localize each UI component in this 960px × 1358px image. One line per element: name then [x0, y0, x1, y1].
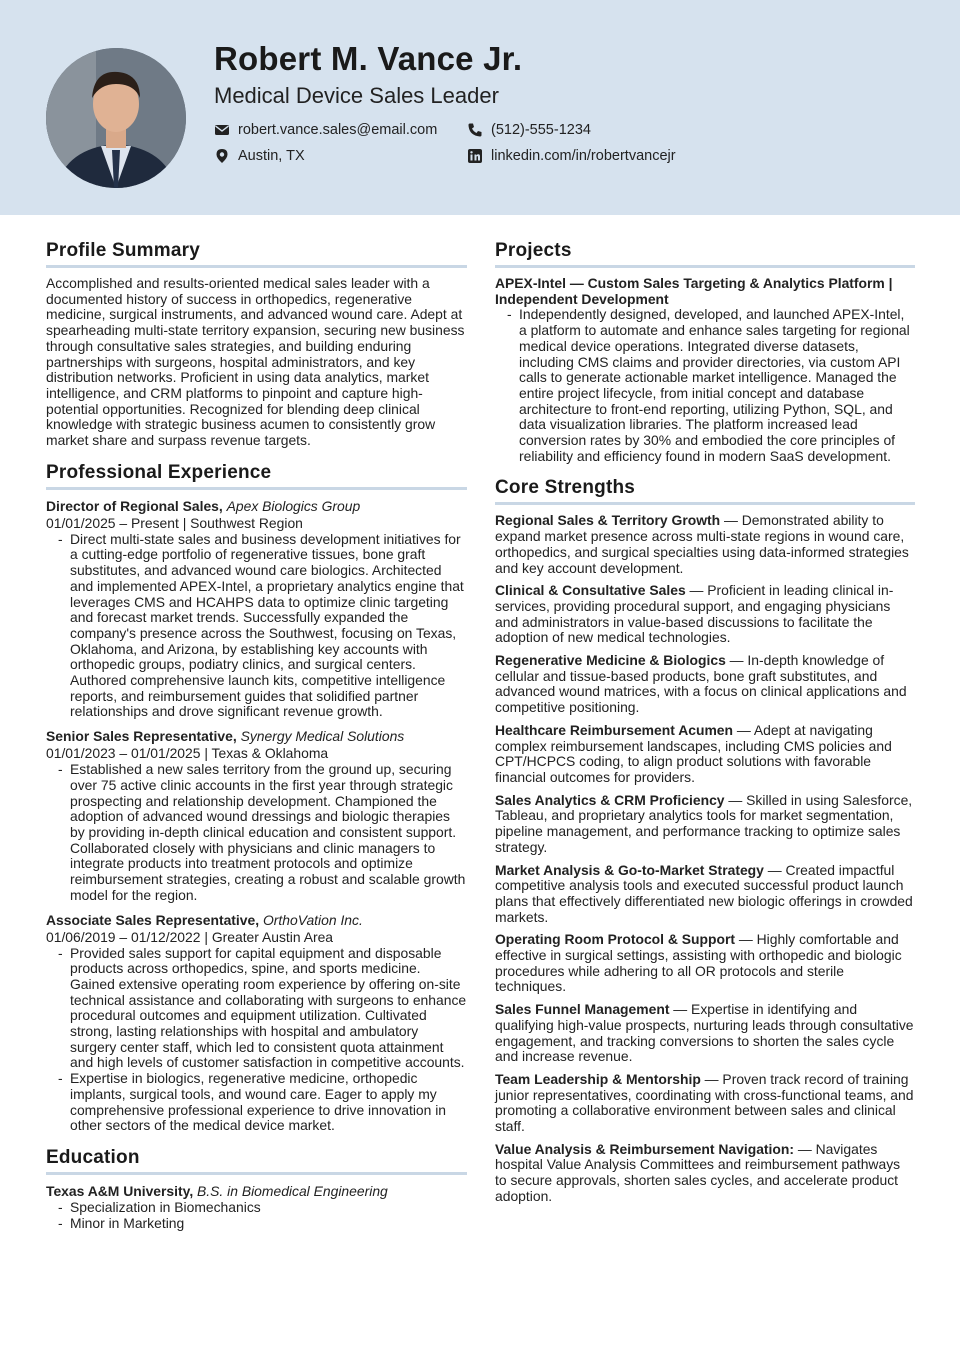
job-role: Director of Regional Sales,: [46, 497, 223, 514]
strength-text: — Proficient in leading clinical in-services, providing procedural support, and engaging physicians and administrators in value-based discussions to facilitate the adoption of new medical technologies.: [495, 582, 894, 646]
candidate-title: Medical Device Sales Leader: [214, 83, 499, 108]
strength-text: — Adept at navigating complex reimbursement landscapes, including CMS policies and CPT/HCPCS coding, to align product solutions with favorable financial outcomes for providers.: [495, 721, 892, 785]
project-title: APEX-Intel — Custom Sales Targeting & Analytics Platform | Independent Development: [495, 275, 893, 307]
header-banner: [0, 0, 960, 215]
strength-item: [495, 1002, 915, 1065]
job-bullet: - Established a new sales territory from the ground up, securing over 75 active clinic accounts in the first year through strategic prospecting and relationship development. Championed the adoption of advanced wound dressings and biologic therapies by providing in-depth clinical education and consistent support. Collaborated closely with physicians and clinic managers to integrate products into treatment protocols and optimize reimbursement strategies, creating a robust and scalable growth model for the region.: [56, 762, 467, 903]
strength-item: [495, 653, 915, 716]
school-name: Texas A&M University,: [46, 1182, 194, 1199]
contact-location: [214, 148, 305, 164]
job-meta: 01/06/2019 – 01/12/2022 | Greater Austin Area: [46, 928, 334, 945]
job-role: Associate Sales Representative,: [46, 911, 260, 928]
strength-title: Sales Analytics & CRM Proficiency: [495, 791, 725, 808]
strength-title: Regional Sales & Territory Growth: [495, 512, 721, 529]
job-role: Senior Sales Representative,: [46, 728, 237, 745]
left-column: [46, 240, 467, 1231]
job-bullet: - Provided sales support for capital equipment and disposable products across orthopedics, spine, and sports medicine. Gained extensive operating room experience by offering on-site technical assistance and collaborating with surgeons to enhance procedural outcomes and equipment utilization. Cultivated strong, lasting relationships with hospital and ambulatory surgery center staff, which led to consistent quota attainment and high levels of customer satisfaction in competitive accounts.: [56, 946, 467, 1072]
strength-text: — Highly comfortable and effective in surgical settings, assisting with orthopedic and biologic procedures while adhering to all OR protocols and sterile techniques.: [495, 931, 902, 995]
job-bullet: - Expertise in biologics, regenerative medicine, orthopedic implants, surgical tools, and wound care. Eager to apply my comprehensive professional experience to drive innovation in other sectors of the medical device market.: [56, 1071, 467, 1134]
strength-title: Regenerative Medicine & Biologics: [495, 652, 726, 669]
strength-item: [495, 513, 915, 576]
linkedin-text[interactable]: linkedin.com/in/robertvancejr: [491, 148, 676, 164]
strength-item: [495, 723, 915, 786]
job-bullets: [56, 946, 467, 1134]
email-text[interactable]: robert.vance.sales@email.com: [238, 122, 438, 138]
strength-text: — Skilled in using Salesforce, Tableau, and proprietary analytics tools for market segmentation, pipeline management, and performance tracking to optimize sales strategy.: [495, 791, 913, 855]
education-item: - Specialization in Biomechanics: [56, 1200, 467, 1216]
job-company: Apex Biologics Group: [226, 497, 361, 514]
strength-title: Operating Room Protocol & Support: [495, 931, 735, 948]
envelope-icon: [214, 122, 230, 138]
profile-text: Accomplished and results-oriented medical sales leader with a documented history of success in orthopedics, regenerative medicine, surgical instruments, and advanced wound care. Adept at spearheading multi-state territory expansion, securing new business through consultative sales strategies, and building enduring partnerships with surgeons, hospital administrators, and key distribution networks. Proficient in using data analytics, market intelligence, and CRM platforms to pinpoint and capture high-potential opportunities. Recognized for blending deep clinical knowledge with strategic business acumen to consistently grow market share and surpass revenue targets.: [46, 275, 465, 449]
job-company: OrthoVation Inc.: [262, 911, 363, 928]
strengths-heading: Core Strengths: [495, 477, 915, 505]
phone-text[interactable]: (512)-555-1234: [491, 122, 591, 138]
job-title: [46, 498, 467, 515]
linkedin-icon: [467, 148, 483, 164]
strength-item: [495, 1072, 915, 1135]
strength-title: Clinical & Consultative Sales: [495, 582, 686, 599]
job-title: [46, 912, 467, 929]
strength-text: — Demonstrated ability to expand market presence across multi-state regions in wound care, orthopedics, and surgical specialties using data-informed strategies and key account development.: [495, 512, 909, 576]
job-title: [46, 728, 467, 745]
education-item: - Minor in Marketing: [56, 1216, 467, 1232]
job-company: Synergy Medical Solutions: [240, 728, 405, 745]
strength-item: [495, 863, 915, 926]
job-bullets: [56, 532, 467, 720]
job-bullet: - Direct multi-state sales and business development initiatives for a cutting-edge portfolio of regenerative tissues, bone graft substitutes, and advanced wound care biologics. Architected and implemented APEX-Intel, a proprietary analytics engine that leverages CMS and HCAHPS data to optimize clinic targeting and forecast market trends. Successfully expanded the company's presence across the Southwest, focusing on Texas, Oklahoma, and Arizona, by establishing key accounts with orthopedic groups, podiatry clinics, and surgical centers. Authored comprehensive launch kits, competitive intelligence reports, and reimbursement guides that solidified partner relationships and drove significant revenue growth.: [56, 532, 467, 720]
strength-item: [495, 793, 915, 856]
job-entry: [46, 498, 467, 720]
project-bullet: - Independently designed, developed, and launched APEX-Intel, a platform to automate and enhance sales targeting for regional medical device operations. Integrated diverse datasets, including CMS claims and provider directories, via custom API calls to generate actionable market intelligence. Managed the entire project lifecycle, from initial concept and database architecture to front-end reporting, utilizing Python, SQL, and data visualization libraries. The platform increased lead conversion rates by 30% and embodied the core principles of reliability and efficiency found in modern SaaS development.: [505, 307, 915, 464]
strength-item: [495, 1142, 915, 1205]
candidate-name: Robert M. Vance Jr.: [214, 40, 523, 77]
right-column: [495, 240, 915, 1212]
job-meta: 01/01/2025 – Present | Southwest Region: [46, 514, 303, 531]
strength-title: Healthcare Reimbursement Acumen: [495, 721, 734, 738]
projects-heading: Projects: [495, 240, 915, 268]
education-details: [56, 1200, 467, 1231]
job-meta: 01/01/2023 – 01/01/2025 | Texas & Oklahoma: [46, 745, 329, 762]
degree-name: B.S. in Biomedical Engineering: [197, 1182, 388, 1199]
project-bullets: [505, 307, 915, 464]
strength-title: Market Analysis & Go-to-Market Strategy: [495, 861, 764, 878]
contact-linkedin: [467, 148, 676, 164]
strength-text: — In-depth knowledge of cellular and tissue-based products, bone graft substitutes, and advanced wound matrices, with a focus on clinical applications and competitive positioning.: [495, 652, 907, 716]
phone-icon: [467, 122, 483, 138]
profile-heading: Profile Summary: [46, 240, 467, 268]
strength-text: — Created impactful competitive analysis tools and executed successful product launch plans that effectively differentiated new biologic offerings in crowded markets.: [495, 861, 913, 925]
strength-title: Sales Funnel Management: [495, 1001, 670, 1018]
education-heading: Education: [46, 1147, 467, 1175]
profile-photo: [46, 48, 186, 188]
location-text: Austin, TX: [238, 148, 305, 164]
strength-text: — Navigates hospital Value Analysis Committees and reimbursement pathways to secure approvals, shorten sales cycles, and accelerate product adoption.: [495, 1140, 901, 1204]
job-entry: [46, 912, 467, 1134]
education-entry: [46, 1183, 467, 1200]
experience-heading: Professional Experience: [46, 462, 467, 490]
strength-item: [495, 932, 915, 995]
contact-phone: [467, 122, 591, 138]
job-entry: [46, 728, 467, 903]
strength-text: — Proven track record of training junior representatives, coordinating with cross-functional teams, and promoting a collaborative environment between sales and clinical staff.: [495, 1070, 914, 1135]
contact-email: [214, 122, 437, 138]
job-bullets: [56, 762, 467, 903]
strength-title: Team Leadership & Mentorship: [495, 1070, 701, 1087]
portrait-image: [46, 48, 186, 188]
strength-text: — Expertise in identifying and qualifying high-value prospects, nurturing leads through consultative engagement, and tracking conversions to shorten the sales cycle and increase revenue.: [495, 1001, 914, 1065]
strength-title: Value Analysis & Reimbursement Navigation:: [495, 1140, 794, 1157]
map-pin-icon: [214, 148, 230, 164]
strength-item: [495, 583, 915, 646]
